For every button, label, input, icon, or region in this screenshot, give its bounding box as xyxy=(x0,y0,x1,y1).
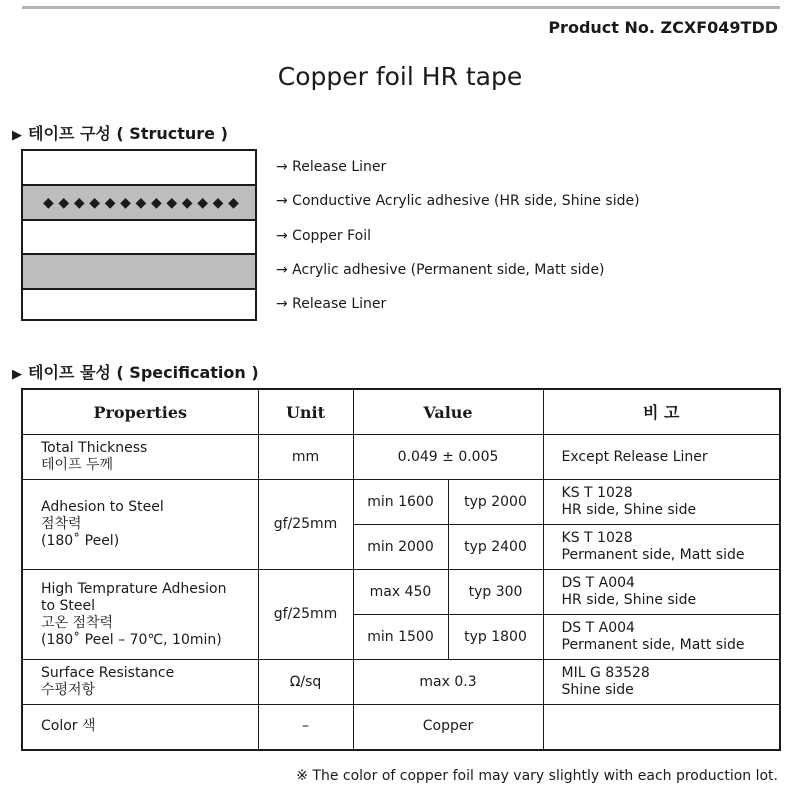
remark-cell xyxy=(543,525,780,570)
remark-side: Shine side xyxy=(561,682,634,698)
layer-release-liner-top xyxy=(23,151,255,184)
remark-side: HR side, Shine side xyxy=(561,592,697,608)
layer-label: → Acrylic adhesive (Permanent side, Matt side) xyxy=(276,262,605,278)
remark-cell xyxy=(543,660,780,705)
unit-cell: gf/25mm xyxy=(258,570,353,660)
triangle-bullet-icon: ▶ xyxy=(12,367,22,382)
table-row xyxy=(22,705,780,750)
unit-cell: – xyxy=(258,705,353,750)
header-value: Value xyxy=(353,389,543,435)
min-value-cell: max 450 xyxy=(353,570,448,615)
layer-stack-diagram xyxy=(21,149,257,321)
layer-acrylic-adhesive xyxy=(23,253,255,288)
layer-label: → Copper Foil xyxy=(276,228,372,244)
header-remarks: 비 고 xyxy=(543,389,780,435)
property-cell: Color 색 xyxy=(22,705,258,750)
table-row xyxy=(22,660,780,705)
remark-side: Permanent side, Matt side xyxy=(561,637,745,653)
typ-value-cell: typ 300 xyxy=(448,570,543,615)
typ-value-cell: typ 2400 xyxy=(448,525,543,570)
remark-cell xyxy=(543,570,780,615)
value-cell: 0.049 ± 0.005 xyxy=(353,435,543,480)
remark-cell: Except Release Liner xyxy=(543,435,780,480)
top-rule xyxy=(22,6,780,9)
property-name-ko: 고온 점착력 xyxy=(41,614,114,631)
remark-cell xyxy=(543,615,780,660)
remark-standard: DS T A004 xyxy=(561,620,635,636)
typ-value-cell: typ 1800 xyxy=(448,615,543,660)
header-unit: Unit xyxy=(258,389,353,435)
layer-release-liner-bottom xyxy=(23,288,255,321)
layer-copper-foil xyxy=(23,219,255,253)
structure-heading xyxy=(12,121,228,144)
min-value-cell: min 2000 xyxy=(353,525,448,570)
table-row xyxy=(22,570,780,615)
specification-table xyxy=(21,388,781,751)
property-cell xyxy=(22,660,258,705)
header-properties: Properties xyxy=(22,389,258,435)
remark-side: HR side, Shine side xyxy=(561,502,697,518)
property-cell xyxy=(22,480,258,570)
property-note: (180˚ Peel) xyxy=(41,533,120,549)
footnote: ※ The color of copper foil may vary slightly with each production lot. xyxy=(296,768,778,784)
value-cell: max 0.3 xyxy=(353,660,543,705)
remark-cell xyxy=(543,480,780,525)
property-note: (180˚ Peel – 70℃, 10min) xyxy=(41,631,222,648)
conductive-particles-icon: ◆ ◆ ◆ ◆ ◆ ◆ ◆ ◆ ◆ ◆ ◆ ◆ ◆ xyxy=(43,194,239,211)
property-name-ko: 수평저항 xyxy=(41,682,96,698)
property-name-ko: 점착력 xyxy=(41,516,82,532)
unit-cell: gf/25mm xyxy=(258,480,353,570)
layer-conductive-adhesive xyxy=(23,184,255,219)
property-name-ko: 테이프 두께 xyxy=(41,457,114,473)
typ-value-cell: typ 2000 xyxy=(448,480,543,525)
layer-label: → Release Liner xyxy=(276,159,387,175)
table-row xyxy=(22,480,780,525)
remark-standard: DS T A004 xyxy=(561,575,635,591)
min-value-cell: min 1600 xyxy=(353,480,448,525)
remark-standard: KS T 1028 xyxy=(561,530,633,546)
property-name: Surface Resistance xyxy=(41,665,175,681)
property-name: High Temprature Adhesion xyxy=(41,580,227,597)
specification-heading xyxy=(12,360,259,383)
remark-standard: MIL G 83528 xyxy=(561,665,650,681)
table-header-row xyxy=(22,389,780,435)
property-name: Adhesion to Steel xyxy=(41,499,164,515)
specification-heading-text: 테이프 물성 ( Specification ) xyxy=(28,363,259,382)
layer-label: → Release Liner xyxy=(276,296,387,312)
property-cell xyxy=(22,435,258,480)
product-number: Product No. ZCXF049TDD xyxy=(548,18,778,37)
layer-label: → Conductive Acrylic adhesive (HR side, Shine side) xyxy=(276,193,640,209)
structure-heading-text: 테이프 구성 ( Structure ) xyxy=(28,124,228,143)
table-row xyxy=(22,435,780,480)
triangle-bullet-icon: ▶ xyxy=(12,128,22,143)
min-value-cell: min 1500 xyxy=(353,615,448,660)
document-title: Copper foil HR tape xyxy=(277,62,523,91)
property-name-cont: to Steel xyxy=(41,597,95,614)
property-name: Total Thickness xyxy=(41,440,148,456)
remark-side: Permanent side, Matt side xyxy=(561,547,745,563)
remark-cell xyxy=(543,705,780,750)
value-cell: Copper xyxy=(353,705,543,750)
unit-cell: mm xyxy=(258,435,353,480)
unit-cell: Ω/sq xyxy=(258,660,353,705)
remark-standard: KS T 1028 xyxy=(561,485,633,501)
property-cell xyxy=(22,570,258,660)
